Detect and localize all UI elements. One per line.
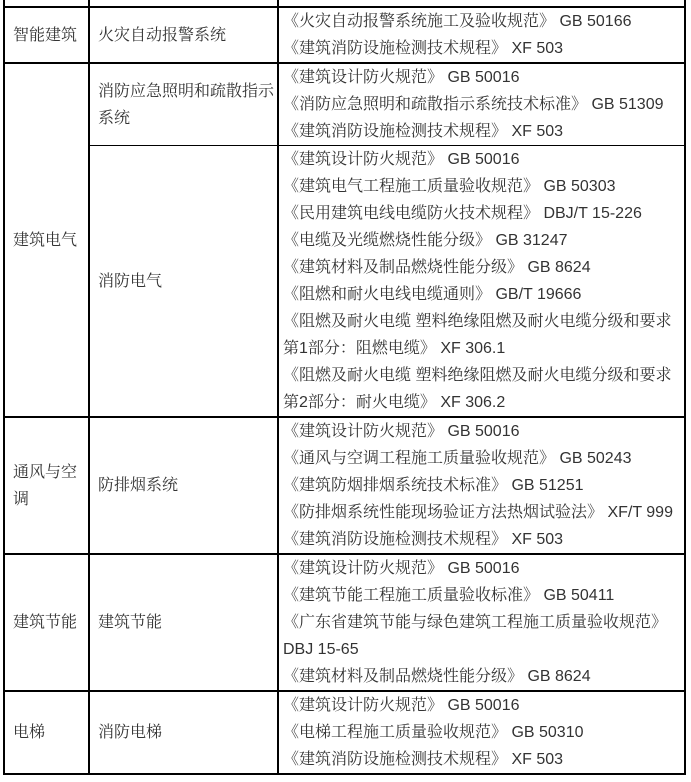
table-row <box>4 63 685 146</box>
clipped-category-cell <box>4 0 89 7</box>
standards-cell <box>278 554 685 691</box>
standard-item: 《民用建筑电线电缆防火技术规程》 DBJ/T 15-226 <box>283 205 642 222</box>
standard-item: 《广东省建筑节能与绿色建筑工程施工质量验收规范》 DBJ 15-65 <box>283 614 668 658</box>
standards-table <box>3 0 686 775</box>
standard-item: 《建筑设计防火规范》 GB 50016 <box>283 697 520 714</box>
standards-cell <box>278 63 685 146</box>
clipped-standards-cell <box>278 0 685 7</box>
standard-item: 《建筑材料及制品燃烧性能分级》 GB 8624 <box>283 668 591 685</box>
system-cell-smoke-control: 防排烟系统 <box>89 417 278 554</box>
system-cell-fire-elevator: 消防电梯 <box>89 691 278 774</box>
category-cell-energy-saving: 建筑节能 <box>4 554 89 691</box>
standard-item: 《建筑节能工程施工质量验收标准》 GB 50411 <box>283 587 615 604</box>
system-cell-emergency-lighting: 消防应急照明和疏散指示系统 <box>89 63 278 146</box>
category-cell-building-electrical: 建筑电气 <box>4 63 89 417</box>
table-row <box>4 554 685 691</box>
standard-item: 《建筑设计防火规范》 GB 50016 <box>283 69 520 86</box>
standard-item: 《阻燃及耐火电缆 塑料绝缘阻燃及耐火电缆分级和要求 第1部分：阻燃电缆》 XF 306.1 <box>283 313 672 357</box>
standards-cell <box>278 7 685 63</box>
standards-cell <box>278 691 685 774</box>
standard-item: 《建筑设计防火规范》 GB 50016 <box>283 423 520 440</box>
standard-item: 《电缆及光缆燃烧性能分级》 GB 31247 <box>283 232 568 249</box>
standard-item: 《火灾自动报警系统施工及验收规范》 GB 50166 <box>283 13 632 30</box>
standard-item: 《建筑消防设施检测技术规程》 XF 503 <box>283 123 564 140</box>
category-cell-hvac: 通风与空调 <box>4 417 89 554</box>
standard-item: 《阻燃及耐火电缆 塑料绝缘阻燃及耐火电缆分级和要求 第2部分：耐火电缆》 XF 306.2 <box>283 367 672 411</box>
clipped-row-stub <box>4 0 685 7</box>
system-cell-fire-alarm: 火灾自动报警系统 <box>89 7 278 63</box>
standards-cell <box>278 417 685 554</box>
table-row <box>4 7 685 63</box>
standards-cell <box>278 146 685 418</box>
standard-item: 《阻燃和耐火电线电缆通则》 GB/T 19666 <box>283 286 582 303</box>
standard-item: 《建筑消防设施检测技术规程》 XF 503 <box>283 40 564 57</box>
category-cell-intelligent-building: 智能建筑 <box>4 7 89 63</box>
standard-item: 《防排烟系统性能现场验证方法热烟试验法》 XF/T 999 <box>283 504 673 521</box>
standard-item: 《通风与空调工程施工质量验收规范》 GB 50243 <box>283 450 632 467</box>
standard-item: 《建筑电气工程施工质量验收规范》 GB 50303 <box>283 178 616 195</box>
standard-item: 《建筑材料及制品燃烧性能分级》 GB 8624 <box>283 259 591 276</box>
standard-item: 《消防应急照明和疏散指示系统技术标准》 GB 51309 <box>283 96 664 113</box>
standard-item: 《建筑防烟排烟系统技术标准》 GB 51251 <box>283 477 584 494</box>
table-row <box>4 146 685 418</box>
standard-item: 《电梯工程施工质量验收规范》 GB 50310 <box>283 724 584 741</box>
standard-item: 《建筑设计防火规范》 GB 50016 <box>283 151 520 168</box>
system-cell-energy-saving: 建筑节能 <box>89 554 278 691</box>
clipped-system-cell <box>89 0 278 7</box>
table-row <box>4 417 685 554</box>
standard-item: 《建筑消防设施检测技术规程》 XF 503 <box>283 751 564 768</box>
standard-item: 《建筑设计防火规范》 GB 50016 <box>283 560 520 577</box>
category-cell-elevator: 电梯 <box>4 691 89 774</box>
standard-item: 《建筑消防设施检测技术规程》 XF 503 <box>283 531 564 548</box>
table-row <box>4 691 685 774</box>
system-cell-fire-electrical: 消防电气 <box>89 146 278 418</box>
